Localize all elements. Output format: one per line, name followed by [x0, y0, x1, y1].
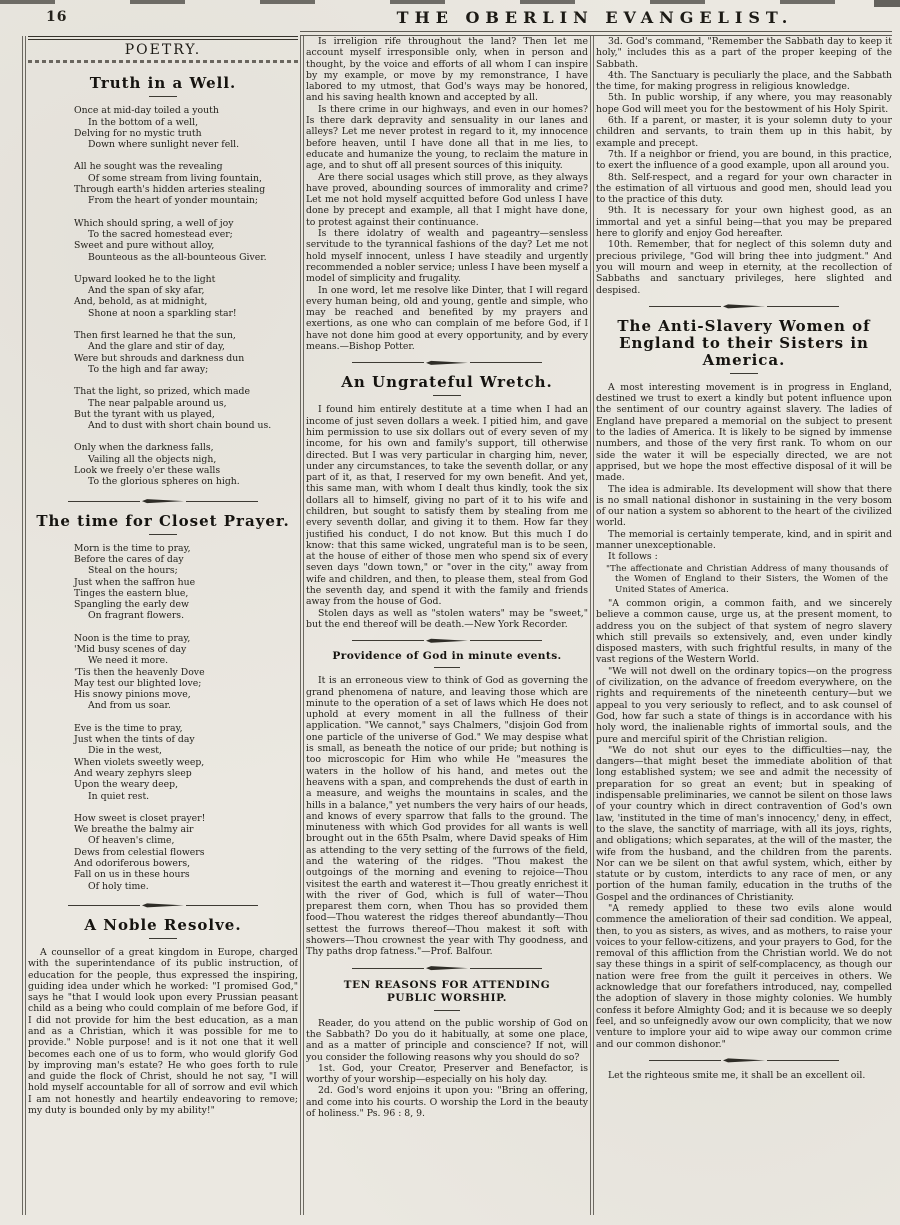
divider-diamond-icon	[723, 304, 765, 309]
article-title: Truth in a Well.	[34, 75, 292, 97]
body-paragraph: It is an erroneous view to think of God as governing the grand phenomena of nature, and leaving those which are minute to the operation of a set of laws which He does not uphold at every moment in all the fullness of their application. "We cannot," says Chalmers, "disjoin God from one particle of the universe of God." We may despise what is small, as beneath the notice of our pride; but nothing is too microscopic for Him who while He "measures the waters in the hollow of his hand, and metes out the heavens with a span, and comprehends the dust of earth in a measure, and weighs the mountains in scales, and the hills in a balance," yet numbers the very hairs of our heads, and knows of every sparrow that falls to the ground. The minuteness with which God provides for all wants is well brought out in the 65th Psalm, where David speaks of Him as attending to the very setting of the furrows of the field, and the watering of the ridges. "Thou makest the outgoings of the morning and evening to rejoice—Thou visitest the earth and waterest it—Thou greatly enrichest it with the river of God, which is full of water—Thou preparest them corn, when Thou has so provided them food—Thou waterest the ridges thereof abundantly—Thou settest the furrows thereof—Thou makest it soft with showers—Thou crownest the year with Thy goodness, and Thy paths drop fatness."—Prof. Balfour.	[306, 675, 588, 958]
poem-line: And the glare and stir of day,	[88, 341, 225, 353]
poem-line: Which should spring, a well of joy	[74, 217, 234, 229]
poem-line: Once at mid-day toiled a youth	[74, 105, 219, 117]
body-paragraph: It follows :	[608, 551, 658, 563]
body-paragraph: Are there social usages which still prove, as they always have proved, abounding sources of immorality and crime? Let me not hold myself acquitted before God unless I have done by precept and example, all that I might have done, to protest against their continuance.	[306, 171, 588, 228]
body-paragraph: 4th. The Sanctuary is peculiarly the place, and the Sabbath the time, for making progress in religious knowledge.	[596, 69, 892, 93]
body-paragraph: 6th. If a parent, or master, it is your solemn duty to your children and servants, to train them up in this habit, by example and precept.	[596, 115, 892, 149]
poem-line: Just when the saffron hue	[74, 576, 196, 588]
section-divider	[306, 638, 588, 643]
body-paragraph: 2d. God's word enjoins it upon you: "Bring an offering, and come into his courts. O worship the Lord in the beauty of holiness." Ps. 96 : 8, 9.	[306, 1085, 588, 1120]
poem-line: Die in the west,	[88, 745, 162, 757]
poem-line: Of some stream from living fountain,	[88, 172, 262, 184]
poem-line: In the bottom of a well,	[88, 116, 199, 128]
masthead-title: THE OBERLIN EVANGELIST.	[396, 8, 794, 27]
poem-line: And odoriferous bowers,	[74, 858, 191, 870]
poem-line: Delving for no mystic truth	[74, 127, 202, 139]
section-divider	[306, 966, 588, 971]
poem-line: To the high and far away;	[88, 363, 209, 375]
poem-line: And weary zephyrs sleep	[74, 767, 192, 779]
poem-stanza	[74, 723, 298, 802]
article-title: A Noble Resolve.	[34, 917, 292, 939]
poem-line: Were but shrouds and darkness dun	[74, 352, 245, 364]
poem-line: Spangling the early dew	[74, 599, 189, 611]
divider-diamond-icon	[142, 499, 184, 504]
poem-line: Of holy time.	[88, 880, 149, 892]
body-paragraph: 10th. Remember, that for neglect of this solemn duty and precious privilege, "God will bring thee into judgment." And you will mourn and weep in eternity, at the recollection of Sabbaths and sanctuary privileges, here slighted and despised.	[596, 239, 892, 296]
article-title-caps: TEN REASONS FOR ATTENDING PUBLIC WORSHIP.	[320, 979, 574, 1011]
poem-line: Vailing all the objects nigh,	[88, 453, 217, 465]
poem-line: When violets sweetly weep,	[74, 756, 205, 768]
poem-stanza	[74, 386, 298, 431]
divider-diamond-icon	[723, 1058, 765, 1063]
section-divider	[306, 360, 588, 365]
poem-line: That the light, so prized, which made	[74, 386, 250, 398]
poem-line: Through earth's hidden arteries stealing	[74, 184, 266, 196]
body-paragraph: "A remedy applied to these two evils alone would commence the amelioration of their sad condition. We appeal, then, to you as sisters, as wives, and as mothers, to raise your voices to your fellow-citizens, and your prayers to God, for the removal of this affliction from the Christian world. We do not say these things in a spirit of self-complacency, as though our nation were free from the guilt it perceives in others. We acknowledge that our forefathers introduced, nay, compelled the adoption of slavery in those mighty colonies. We humbly confess it before Almighty God; and it is because we so deeply feel, and so unfeignedly avow our own complicity, that we now venture to implore your aid to wipe away our common crime and our common dishonor."	[596, 902, 892, 1050]
poem-line: Down where sunlight never fell.	[88, 139, 240, 151]
body-paragraph: A counsellor of a great kingdom in Europe, charged with the superintendance of its public instruction, of education for the people, thus expressed the inspiring, guiding idea under which he worked: "I promised God," says he "that I would look upon every Prussian peasant child as a being who could complain of me before God, if I did not provide for him the best education, as a man and as a Christian, which it was possible for me to provide." Noble purpose! and is it not one that it well becomes each one of us to form, who would glorify God by improving man's estate? He who goes forth to rule and guide the flock of Christ, should he not say, "I will hold myself accountable for all of sorrow and evil which I am not honestly and heartily endeavoring to remove; my duty is bounded only by my ability!"	[28, 946, 298, 1117]
poem-stanza	[74, 633, 298, 712]
poem-stanza	[74, 274, 298, 319]
page-number: 16	[46, 9, 68, 25]
article-title: The time for Closet Prayer.	[34, 513, 292, 535]
article-title: An Ungrateful Wretch.	[312, 374, 582, 396]
body-paragraph: Stolen days as well as "stolen waters" may be "sweet," but the end thereof will be death.—New York Recorder.	[306, 607, 588, 630]
poem-line: We need it more.	[88, 655, 169, 667]
section-divider	[596, 1058, 892, 1063]
poem-line: Morn is the time to pray,	[74, 542, 191, 554]
divider-diamond-icon	[426, 966, 468, 971]
poem-line: Upon the weary deep,	[74, 779, 179, 791]
body-paragraph: "We do not shut our eyes to the difficulties—nay, the dangers—that might beset the immediate abolition of that long established system; we see and admit the necessity of preparation for so great an event; but in speaking of indispensable preliminaries, we cannot be silent on those laws of your country which in direct contravention of God's own law, 'instituted in the time of man's innocency,' deny, in effect, to the slave, the sanctity of marriage, with all its joys, rights, and obligations; which separates, at the will of the master, the wife from the husband, and the children from the parents. Nor can we be silent on that awful system, which, either by statute or by custom, interdicts to any race of men, or any portion of the human family, education in the truths of the Gospel and the ordinances of Christianity.	[596, 744, 892, 903]
poem-line: Before the cares of day	[74, 553, 184, 565]
poem-line: Just when the tints of day	[74, 734, 195, 746]
poem-stanza	[74, 161, 298, 206]
poem-line: Sweet and pure without alloy,	[74, 240, 215, 252]
poem-line: Look we freely o'er these walls	[74, 465, 221, 477]
poem-line: Bounteous as the all-bounteous Giver.	[88, 251, 267, 263]
body-paragraph: The idea is admirable. Its development will show that there is no small national dishonor in sustaining in the very bosom of our nation a system so abhorent to the heart of the civilized world.	[596, 483, 892, 529]
poem-line: Then first learned he that the sun,	[74, 330, 236, 342]
poem-line: Upward looked he to the light	[74, 273, 216, 285]
poem-line: Fall on us in these hours	[74, 869, 190, 881]
address-block: "The affectionate and Christian Address of many thousands of the Women of England to their Sisters, the Women of the United States of America.	[606, 563, 888, 596]
poem-line: All he sought was the revealing	[74, 161, 223, 173]
body-paragraph: Is there crime in our highways, and even in our homes? Is there dark depravity and sensuality in our lanes and alleys? Let me never protest in regard to it, my innocence before heaven, until I have done all that in me lies, to educate and humanize the young, to reclaim the mature in age, and to shut off all present sources of this iniquity.	[306, 103, 588, 172]
poem-line: We breathe the balmy air	[74, 824, 194, 836]
poem-stanza	[74, 813, 298, 892]
left-edge-rule	[22, 36, 26, 1215]
body-paragraph: In one word, let me resolve like Dinter, that I will regard every human being, old and young, gentle and simple, who may be reached and benefited by my prayers and exertions, as one who can complain of me before God, if I have not done him good at every opportunity, and by every means.—Bishop Potter.	[306, 284, 588, 353]
divider-diamond-icon	[142, 903, 184, 908]
body-paragraph: Is irreligion rife throughout the land? Then let me account myself irresponsible only, when in person and thought, by the voice and efforts of all whom I can inspire by my example, or move by my remonstrance, I have labored to my utmost, that God's ways may be honored, and his saving health known and accepted by all.	[306, 36, 588, 104]
poem-line: Of heaven's clime,	[88, 835, 175, 847]
poem-line: And the span of sky afar,	[88, 285, 205, 297]
scan-artifact-top	[0, 0, 900, 4]
poem-line: Steal on the hours;	[88, 565, 178, 577]
poem-line: Shone at noon a sparkling star!	[88, 307, 237, 319]
poem-line: Tinges the eastern blue,	[74, 587, 189, 599]
divider-diamond-icon	[426, 360, 468, 365]
column-3	[596, 36, 892, 1215]
poem-line: From the heart of yonder mountain;	[88, 195, 259, 207]
body-paragraph: 9th. It is necessary for your own highest good, as an immortal and yet a sinful being—that you may be prepared here to glorify and enjoy God hereafter.	[596, 205, 892, 240]
poem-stanza	[74, 105, 298, 150]
body-paragraph: A most interesting movement is in progress in England, destined we trust to exert a kindly but potent influence upon the sentiment of our country against slavery. The ladies of England have prepared a memorial on the subject to present to the ladies of America. It is likely to be signed by immense numbers, and those of the very first rank. To whom on our side the water it will be especially directed, we are not apprised, but we hope the most effective disposal of it will be made.	[596, 381, 892, 484]
divider-diamond-icon	[426, 638, 468, 643]
column-1	[28, 36, 298, 1215]
poem-line: And, behold, as at midnight,	[74, 296, 208, 308]
columns-container	[20, 36, 892, 1215]
poem-line: Dews from celestial flowers	[74, 846, 205, 858]
section-divider	[28, 903, 298, 908]
poetry-section-banner: POETRY.	[28, 36, 298, 66]
poem-stanza	[74, 330, 298, 375]
column-divider-rule-1	[300, 36, 304, 1215]
poem-line: Eve is the time to pray,	[74, 722, 183, 734]
body-paragraph: Is there idolatry of wealth and pageantry—sensless servitude to the tyrannical fashions of the day? Let me not hold myself innocent, unless I have steadily and urgently recommended a nobler service; unless I have been myself a model of simplicity and frugality.	[306, 228, 588, 285]
body-paragraph: 1st. God, your Creator, Preserver and Benefactor, is worthy of your worship—especially on his holy day.	[306, 1062, 588, 1086]
poem-stanza	[74, 543, 298, 622]
poem-line: And to dust with short chain bound us.	[88, 420, 272, 432]
body-paragraph: The memorial is certainly temperate, kind, and in spirit and manner unexceptionable.	[596, 528, 892, 551]
section-divider	[28, 499, 298, 504]
article-title: The Anti-Slavery Women of England to their Sisters in America.	[602, 318, 886, 374]
body-paragraph: 7th. If a neighbor or friend, you are bound, in this practice, to exert the influence of a good example, upon all around you.	[596, 148, 892, 172]
body-paragraph: 8th. Self-respect, and a regard for your own character in the estimation of all virtuous and good men, should lead you to the practice of this duty.	[596, 171, 892, 206]
poem-line: His snowy pinions move,	[74, 689, 191, 701]
poem-line: Only when the darkness falls,	[74, 442, 214, 454]
body-paragraph: Let the righteous smite me, it shall be an excellent oil.	[608, 1069, 866, 1081]
body-paragraph: 3d. God's command, "Remember the Sabbath day to keep it holy," includes this as a part of the proper keeping of the Sabbath.	[596, 36, 892, 70]
body-paragraph: 5th. In public worship, if any where, you may reasonably hope God will meet you for the bestowment of his Holy Spirit.	[596, 92, 892, 115]
poem-stanza	[74, 442, 298, 487]
poem-line: The near palpable around us,	[88, 397, 227, 409]
poem-stanza	[74, 218, 298, 263]
poem-line: To the glorious spheres on high.	[88, 476, 240, 488]
scan-artifact-corner	[874, 0, 900, 7]
poem-line: To the sacred homestead ever;	[88, 228, 233, 240]
article-subtitle: Providence of God in minute events.	[312, 650, 582, 668]
poem-line: May test our blighted love;	[74, 677, 202, 689]
poem-line: 'Mid busy scenes of day	[74, 643, 187, 655]
poem-line: 'Tis then the heavenly Dove	[74, 666, 205, 678]
column-2	[306, 36, 588, 1215]
poem-line: On fragrant flowers.	[88, 610, 185, 622]
poem-line: In quiet rest.	[88, 790, 150, 802]
body-paragraph: "A common origin, a common faith, and we sincerely believe a common cause, urge us, at the present moment, to address you on the subject of that system of negro slavery which still prevails so extensively, and, even under kindly disposed masters, with such frightful results, in many of the vast regions of the Western World.	[596, 597, 892, 666]
body-paragraph: "We will not dwell on the ordinary topics—on the progress of civilization, on the advance of freedom everywhere, on the rights and requirements of the nineteenth century—but we appeal to you very seriously to reflect, and to ask counsel of God, how far such a state of things is in accordance with his holy word, the inalienable rights of immortal souls, and the pure and merciful spirit of the Christian religion.	[596, 665, 892, 745]
poem-line: But the tyrant with us played,	[74, 408, 215, 420]
section-divider	[596, 304, 892, 309]
poem-line: How sweet is closet prayer!	[74, 812, 206, 824]
column-divider-rule-2	[590, 36, 594, 1215]
body-paragraph: Reader, do you attend on the public worship of God on the Sabbath? Do you do it habitually, at some one place, and as a matter of principle and conscience? If not, will you consider the following reasons why you should do so?	[306, 1017, 588, 1063]
poem-line: Noon is the time to pray,	[74, 632, 191, 644]
poem-line: And from us soar.	[88, 700, 171, 712]
body-paragraph: I found him entirely destitute at a time when I had an income of just seven dollars a week. I pitied him, and gave him permission to use six dollars out of every seven of my income, for his own and family's support, till otherwise directed. But I was very particular in charging him, never, under any circumstances, to take the seventh dollar, or any part of it, as that, I reserved for my own benefit. And yet, this same man, with whom I dealt thus kindly, took the six dollars all to himself, giving no part of it to his wife and children, but sought to satisfy them by stealing from me every seventh dollar, and giving it to them. How far they justified his conduct, I do not know. But this much I do know: that this same wicked, ungrateful man is to be seen, at the house of either of those men who spend six of every seven days "down town," or "over in the city," away from wife and children, and then, to please them, steal from God the seventh day, and spend it with the family and friends away from the house of God.	[306, 404, 588, 608]
